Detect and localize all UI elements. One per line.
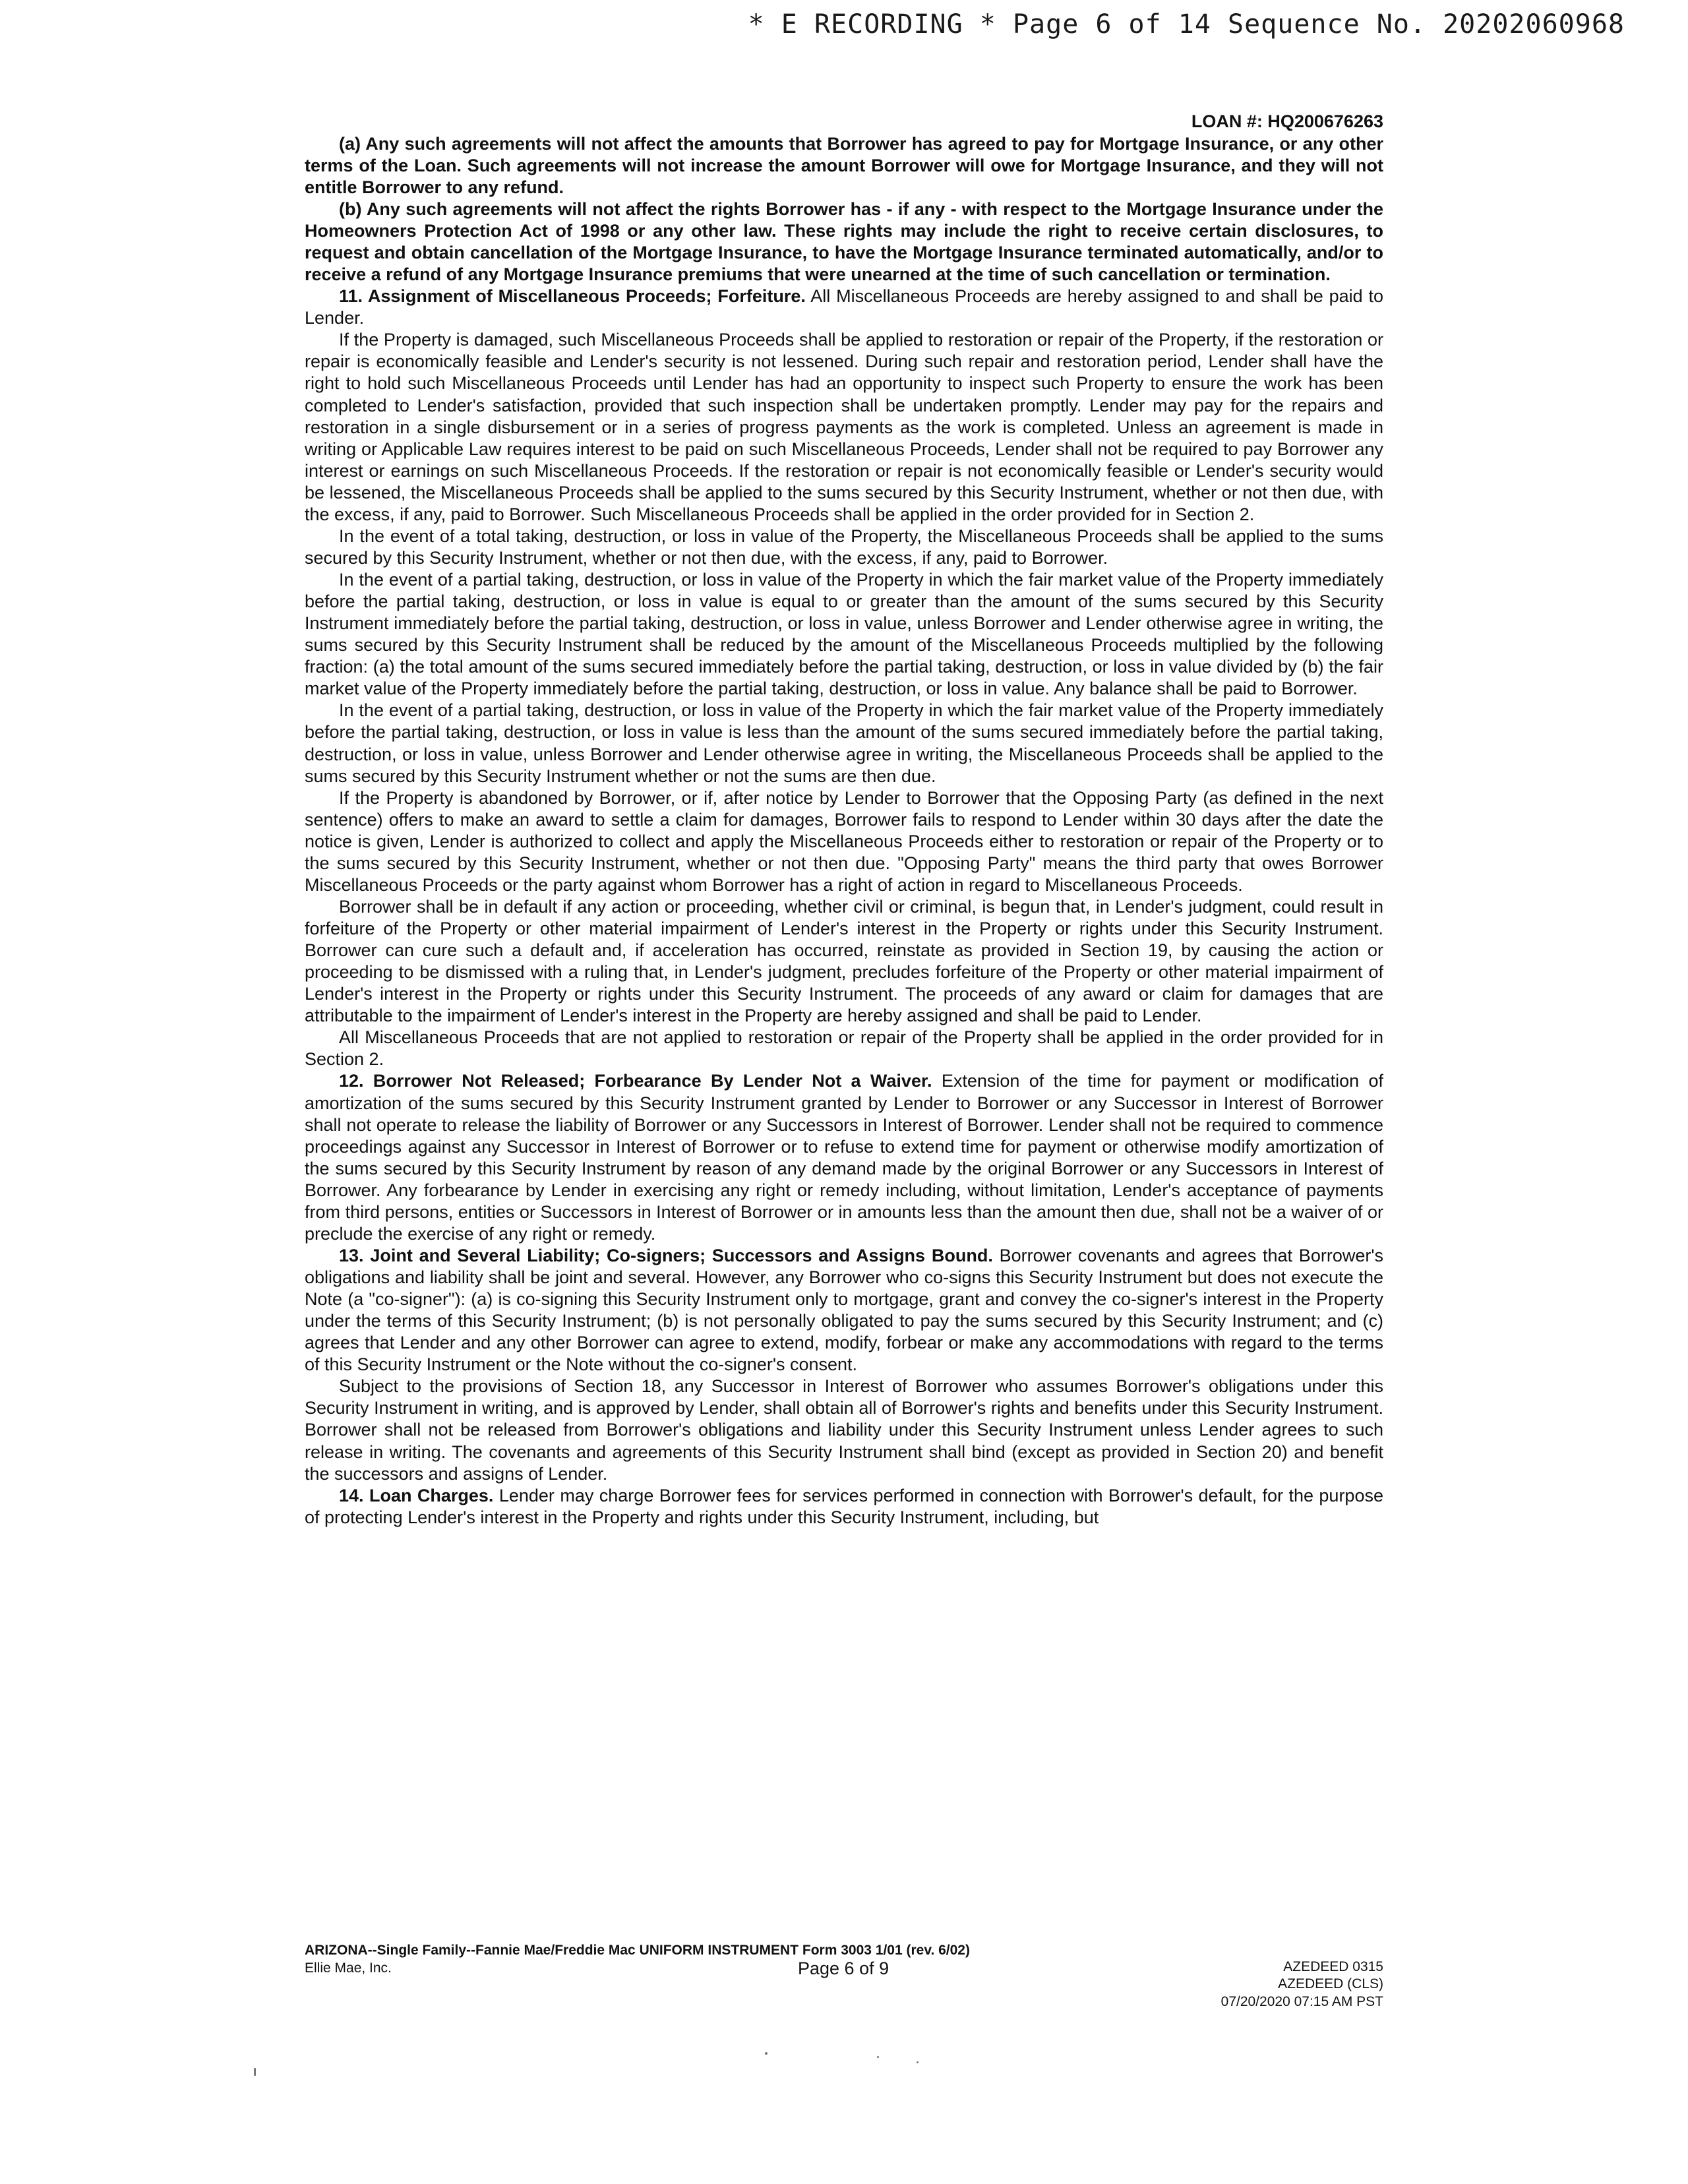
section-14-heading: 14. Loan Charges. — [339, 1485, 494, 1505]
scan-speck — [877, 2056, 879, 2058]
section-12-body: Extension of the time for payment or modification of amortization of the sums secured by this Security Instrument granted by Lender to Borrower or any Successor in Interest of Borrower shall not operate to release the liability of Borrower or any Successors in Interest of Borrower. Lender shall not be required to commence proceedings against any Successor in Interest of Borrower or to refuse to extend time for payment or otherwise modify amortization of the sums secured by this Security Instrument by reason of any demand made by the original Borrower or any Successors in Interest of Borrower. Any forbearance by Lender in exercising any right or remedy including, without limitation, Lender's acceptance of payments from third persons, entities or Successors in Interest of Borrower or in amounts less than the amount then due, shall not be a waiver of or preclude the exercise of any right or remedy. — [305, 1071, 1384, 1244]
section-14 — [305, 1485, 1383, 1529]
section-12-heading: 12. Borrower Not Released; Forbearance By Lender Not a Waiver. — [339, 1071, 932, 1091]
section-13-paragraph-2: Subject to the provisions of Section 18, any Successor in Interest of Borrower who assumes Borrower's obligations under this Security Instrument in writing, and is approved by Lender, shall obtain all of Borrower's rights and benefits under this Security Instrument. Borrower shall not be released from Borrower's obligations and liability under this Security Instrument unless Lender agrees to such release in writing. The covenants and agreements of this Security Instrument shall bind (except as provided in Section 20) and benefit the successors and assigns of Lender. — [305, 1376, 1383, 1484]
company-name: Ellie Mae, Inc. — [305, 1960, 392, 1976]
recording-header: * E RECORDING * Page 6 of 14 Sequence No. 20202060968 — [748, 9, 1625, 40]
section-14-body: Lender may charge Borrower fees for services performed in connection with Borrower's default, for the purpose of protecting Lender's interest in the Property and rights under this Security Instrument, including, but — [305, 1485, 1383, 1527]
section-11-paragraph-8: All Miscellaneous Proceeds that are not applied to restoration or repair of the Property shall be applied in the order provided for in Section 2. — [305, 1027, 1383, 1070]
loan-number: LOAN #: HQ200676263 — [1191, 111, 1383, 131]
page-number: Page 6 of 9 — [798, 1958, 889, 1978]
paragraph-b: (b) Any such agreements will not affect the rights Borrower has - if any - with respect to the Mortgage Insurance under the Homeowners Protection Act of 1998 or any other law. These rights may include the right to receive certain disclosures, to request and obtain cancellation of the Mortgage Insurance, to have the Mortgage Insurance terminated automatically, and/or to receive a refund of any Mortgage Insurance premiums that were unearned at the time of such cancellation or termination. — [305, 198, 1383, 285]
doc-code: AZEDEED 0315 — [1283, 1959, 1383, 1974]
section-13-body: Borrower covenants and agrees that Borrower's obligations and liability shall be joint and several. However, any Borrower who co-signs this Security Instrument but does not execute the Note (a "co-signer"): (a) is co-signing this Security Instrument only to mortgage, grant and convey the co-signer's interest in the Property under the terms of this Security Instrument; (b) is not personally obligated to pay the sums secured by this Security Instrument; and (c) agrees that Lender and any other Borrower can agree to extend, modify, forbear or make any accommodations with regard to the terms of this Security Instrument or the Note without the co-signer's consent. — [305, 1245, 1383, 1375]
scan-speck — [917, 2061, 919, 2063]
section-11-body: All Miscellaneous Proceeds are hereby assigned to and shall be paid to Lender. — [305, 286, 1383, 328]
scan-speck — [765, 2052, 768, 2055]
section-11 — [305, 286, 1383, 329]
section-12 — [305, 1070, 1383, 1245]
section-13-heading: 13. Joint and Several Liability; Co-signers; Successors and Assigns Bound. — [339, 1245, 993, 1265]
paragraph-a: (a) Any such agreements will not affect the amounts that Borrower has agreed to pay for Mortgage Insurance, or any other terms of the Loan. Such agreements will not increase the amount Borrower will owe for Mortgage Insurance, and they will not entitle Borrower to any refund. — [305, 133, 1383, 197]
section-13 — [305, 1245, 1383, 1376]
section-11-paragraph-7: Borrower shall be in default if any action or proceeding, whether civil or criminal, is begun that, in Lender's judgment, could result in forfeiture of the Property or other material impairment of Lender's interest in the Property or rights under this Security Instrument. Borrower can cure such a default and, if acceleration has occurred, reinstate as provided in Section 19, by causing the action or proceeding to be dismissed with a ruling that, in Lender's judgment, precludes forfeiture of the Property or other material impairment of Lender's interest in the Property or rights under this Security Instrument. The proceeds of any award or claim for damages that are attributable to the impairment of Lender's interest in the Property are hereby assigned and shall be paid to Lender. — [305, 896, 1383, 1026]
print-timestamp: 07/20/2020 07:15 AM PST — [1221, 1993, 1383, 2009]
doc-code-cls: AZEDEED (CLS) — [1278, 1976, 1383, 1992]
section-11-heading: 11. Assignment of Miscellaneous Proceeds; Forfeiture. — [339, 286, 806, 307]
form-title: ARIZONA--Single Family--Fannie Mae/Freddie Mac UNIFORM INSTRUMENT Form 3003 1/01 (rev. 6/02) — [305, 1943, 970, 1958]
section-11-paragraph-5: In the event of a partial taking, destruction, or loss in value of the Property in which the fair market value of the Property immediately before the partial taking, destruction, or loss in value is less than the amount of the sums secured immediately before the partial taking, destruction, or loss in value, unless Borrower and Lender otherwise agree in writing, the Miscellaneous Proceeds shall be applied to the sums secured by this Security Instrument whether or not the sums are then due. — [305, 700, 1383, 786]
section-11-paragraph-6: If the Property is abandoned by Borrower, or if, after notice by Lender to Borrower that the Opposing Party (as defined in the next sentence) offers to make an award to settle a claim for damages, Borrower fails to respond to Lender within 30 days after the date the notice is given, Lender is authorized to collect and apply the Miscellaneous Proceeds either to restoration or repair of the Property or to the sums secured by this Security Instrument, whether or not then due. "Opposing Party" means the third party that owes Borrower Miscellaneous Proceeds or the party against whom Borrower has a right of action in regard to Miscellaneous Proceeds. — [305, 787, 1383, 895]
section-11-paragraph-2: If the Property is damaged, such Miscellaneous Proceeds shall be applied to restoration or repair of the Property, if the restoration or repair is economically feasible and Lender's security is not lessened. During such repair and restoration period, Lender shall have the right to hold such Miscellaneous Proceeds until Lender has had an opportunity to inspect such Property to ensure the work has been completed to Lender's satisfaction, provided that such inspection shall be undertaken promptly. Lender may pay for the repairs and restoration in a single disbursement or in a series of progress payments as the work is completed. Unless an agreement is made in writing or Applicable Law requires interest to be paid on such Miscellaneous Proceeds, Lender shall not be required to pay Borrower any interest or earnings on such Miscellaneous Proceeds. If the restoration or repair is not economically feasible or Lender's security would be lessened, the Miscellaneous Proceeds shall be applied to the sums secured by this Security Instrument, whether or not then due, with the excess, if any, paid to Borrower. Such Miscellaneous Proceeds shall be applied in the order provided for in Section 2. — [305, 330, 1383, 524]
document-page — [305, 111, 1383, 1529]
footer-right — [1221, 1958, 1383, 2011]
scan-speck — [254, 2068, 256, 2076]
section-11-paragraph-3: In the event of a total taking, destruction, or loss in value of the Property, the Miscellaneous Proceeds shall be applied to the sums secured by this Security Instrument, whether or not then due, with the excess, if any, paid to Borrower. — [305, 526, 1383, 568]
section-11-paragraph-4: In the event of a partial taking, destruction, or loss in value of the Property in which the fair market value of the Property immediately before the partial taking, destruction, or loss in value is equal to or greater than the amount of the sums secured by this Security Instrument immediately before the partial taking, destruction, or loss in value, unless Borrower and Lender otherwise agree in writing, the sums secured by this Security Instrument shall be reduced by the amount of the Miscellaneous Proceeds multiplied by the following fraction: (a) the total amount of the sums secured immediately before the partial taking, destruction, or loss in value divided by (b) the fair market value of the Property immediately before the partial taking, destruction, or loss in value. Any balance shall be paid to Borrower. — [305, 570, 1383, 699]
